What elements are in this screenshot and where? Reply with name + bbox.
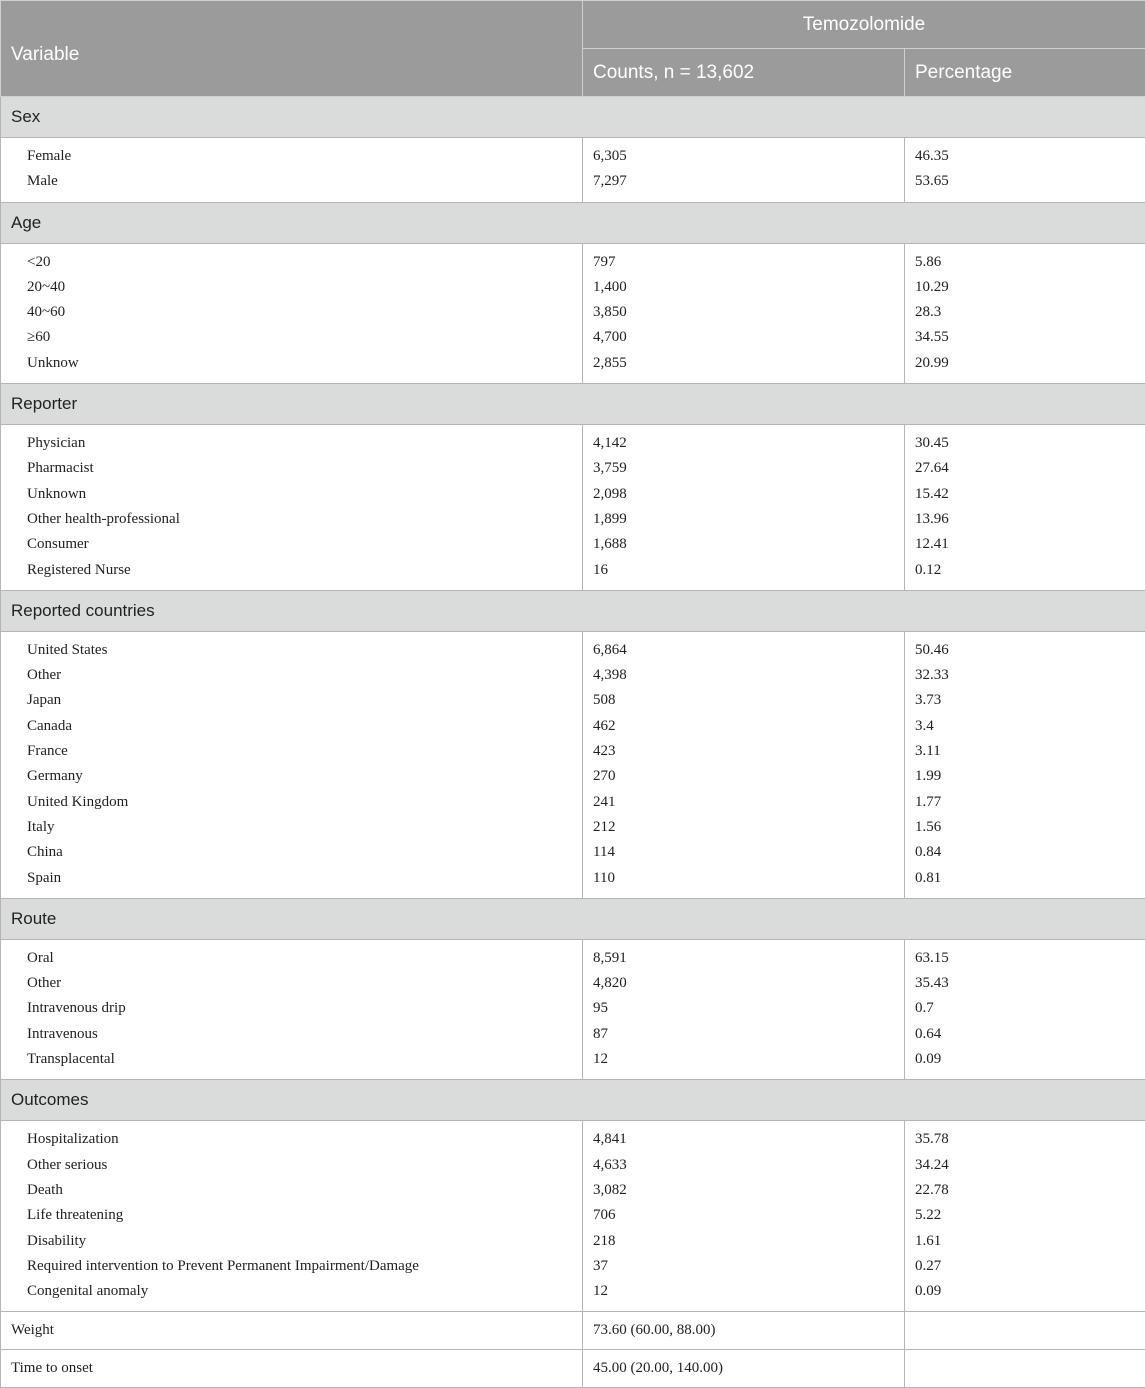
row-count: 95	[583, 996, 904, 1021]
row-count-column	[583, 1121, 905, 1312]
row-count: 2,098	[583, 482, 904, 507]
row-label: Disability	[1, 1229, 582, 1254]
row-percentage: 1.77	[905, 790, 1145, 815]
row-percentage: 32.33	[905, 663, 1145, 688]
row-label: <20	[1, 250, 582, 275]
row-percentage-column	[905, 138, 1145, 203]
row-label: ≥60	[1, 325, 582, 350]
row-count: 8,591	[583, 946, 904, 971]
row-label: Germany	[1, 764, 582, 789]
row-percentage-column	[905, 939, 1145, 1079]
section-rows	[1, 1121, 1145, 1312]
section-header	[1, 898, 1145, 939]
row-percentage: 5.22	[905, 1203, 1145, 1228]
row-label: 40~60	[1, 300, 582, 325]
section-rows	[1, 939, 1145, 1079]
row-count: 110	[583, 866, 904, 891]
row-percentage: 53.65	[905, 169, 1145, 194]
section-title: Reported countries	[1, 590, 1145, 631]
row-percentage-column	[905, 1121, 1145, 1312]
summary-percentage	[905, 1312, 1145, 1350]
row-label: Japan	[1, 688, 582, 713]
section-title: Sex	[1, 97, 1145, 138]
row-label-column	[1, 243, 583, 383]
section-rows	[1, 631, 1145, 898]
row-percentage: 0.7	[905, 996, 1145, 1021]
row-count: 114	[583, 840, 904, 865]
row-label: Oral	[1, 946, 582, 971]
row-label: Italy	[1, 815, 582, 840]
row-percentage-column	[905, 243, 1145, 383]
row-percentage: 63.15	[905, 946, 1145, 971]
row-label: Intravenous	[1, 1022, 582, 1047]
row-count: 87	[583, 1022, 904, 1047]
row-count: 212	[583, 815, 904, 840]
row-count: 37	[583, 1254, 904, 1279]
row-count: 4,820	[583, 971, 904, 996]
row-label: Other	[1, 663, 582, 688]
row-label: China	[1, 840, 582, 865]
row-label: Intravenous drip	[1, 996, 582, 1021]
row-count: 4,633	[583, 1153, 904, 1178]
row-percentage: 0.12	[905, 558, 1145, 583]
row-percentage: 13.96	[905, 507, 1145, 532]
section-header	[1, 202, 1145, 243]
row-label: Other serious	[1, 1153, 582, 1178]
row-count: 1,688	[583, 532, 904, 557]
table-body	[1, 97, 1145, 1388]
row-count: 7,297	[583, 169, 904, 194]
row-label: Unknown	[1, 482, 582, 507]
row-label-column	[1, 425, 583, 591]
row-count-column	[583, 138, 905, 203]
row-percentage: 0.09	[905, 1279, 1145, 1304]
row-percentage: 12.41	[905, 532, 1145, 557]
row-count: 462	[583, 714, 904, 739]
row-label: Required intervention to Prevent Permanent Impairment/Damage	[1, 1254, 582, 1279]
row-label: Congenital anomaly	[1, 1279, 582, 1304]
row-count-column	[583, 939, 905, 1079]
row-count: 4,841	[583, 1127, 904, 1152]
row-label: Other health-professional	[1, 507, 582, 532]
row-count-column	[583, 425, 905, 591]
header-counts: Counts, n = 13,602	[583, 49, 905, 97]
row-percentage: 20.99	[905, 351, 1145, 376]
row-label: Hospitalization	[1, 1127, 582, 1152]
row-percentage: 0.09	[905, 1047, 1145, 1072]
row-percentage: 28.3	[905, 300, 1145, 325]
row-label-column	[1, 939, 583, 1079]
row-count: 16	[583, 558, 904, 583]
row-label: Life threatening	[1, 1203, 582, 1228]
row-percentage: 5.86	[905, 250, 1145, 275]
section-header	[1, 384, 1145, 425]
row-percentage: 27.64	[905, 456, 1145, 481]
row-count: 270	[583, 764, 904, 789]
row-label: Registered Nurse	[1, 558, 582, 583]
section-rows	[1, 243, 1145, 383]
header-drug: Temozolomide	[583, 1, 1145, 49]
section-rows	[1, 138, 1145, 203]
summary-row	[1, 1350, 1145, 1388]
row-count-column	[583, 631, 905, 898]
row-percentage: 34.55	[905, 325, 1145, 350]
summary-value: 73.60 (60.00, 88.00)	[583, 1312, 905, 1350]
row-label: Female	[1, 144, 582, 169]
section-title: Reporter	[1, 384, 1145, 425]
row-label: 20~40	[1, 275, 582, 300]
row-count: 423	[583, 739, 904, 764]
section-header	[1, 590, 1145, 631]
row-count: 3,759	[583, 456, 904, 481]
section-rows	[1, 425, 1145, 591]
row-percentage: 10.29	[905, 275, 1145, 300]
summary-value: 45.00 (20.00, 140.00)	[583, 1350, 905, 1388]
row-count: 241	[583, 790, 904, 815]
row-count: 706	[583, 1203, 904, 1228]
summary-percentage	[905, 1350, 1145, 1388]
row-label: United States	[1, 638, 582, 663]
row-percentage: 3.11	[905, 739, 1145, 764]
row-count: 12	[583, 1279, 904, 1304]
row-count: 2,855	[583, 351, 904, 376]
table-header	[1, 1, 1145, 97]
row-label: Other	[1, 971, 582, 996]
row-count: 1,899	[583, 507, 904, 532]
section-header	[1, 1080, 1145, 1121]
row-percentage: 34.24	[905, 1153, 1145, 1178]
row-count: 12	[583, 1047, 904, 1072]
row-count: 4,142	[583, 431, 904, 456]
row-count: 508	[583, 688, 904, 713]
row-percentage-column	[905, 425, 1145, 591]
row-percentage: 22.78	[905, 1178, 1145, 1203]
row-label-column	[1, 138, 583, 203]
row-count: 4,700	[583, 325, 904, 350]
row-percentage: 0.84	[905, 840, 1145, 865]
row-count: 4,398	[583, 663, 904, 688]
row-count: 6,864	[583, 638, 904, 663]
row-percentage-column	[905, 631, 1145, 898]
row-percentage: 1.56	[905, 815, 1145, 840]
row-count: 3,082	[583, 1178, 904, 1203]
row-label: Male	[1, 169, 582, 194]
row-percentage: 0.64	[905, 1022, 1145, 1047]
row-label: Canada	[1, 714, 582, 739]
row-percentage: 15.42	[905, 482, 1145, 507]
row-percentage: 3.4	[905, 714, 1145, 739]
header-variable: Variable	[1, 1, 583, 97]
row-label: Unknow	[1, 351, 582, 376]
row-percentage: 46.35	[905, 144, 1145, 169]
summary-row	[1, 1312, 1145, 1350]
row-label: Transplacental	[1, 1047, 582, 1072]
summary-label: Weight	[1, 1312, 583, 1350]
row-label: Spain	[1, 866, 582, 891]
row-count: 1,400	[583, 275, 904, 300]
row-label-column	[1, 1121, 583, 1312]
row-label: United Kingdom	[1, 790, 582, 815]
row-label: Pharmacist	[1, 456, 582, 481]
row-count: 797	[583, 250, 904, 275]
row-label: Consumer	[1, 532, 582, 557]
row-count: 218	[583, 1229, 904, 1254]
row-percentage: 35.43	[905, 971, 1145, 996]
row-percentage: 1.61	[905, 1229, 1145, 1254]
row-label: France	[1, 739, 582, 764]
section-title: Age	[1, 202, 1145, 243]
row-percentage: 35.78	[905, 1127, 1145, 1152]
row-percentage: 3.73	[905, 688, 1145, 713]
row-percentage: 0.81	[905, 866, 1145, 891]
row-percentage: 0.27	[905, 1254, 1145, 1279]
row-label: Physician	[1, 431, 582, 456]
header-percentage: Percentage	[905, 49, 1145, 97]
row-percentage: 50.46	[905, 638, 1145, 663]
row-percentage: 1.99	[905, 764, 1145, 789]
row-count: 6,305	[583, 144, 904, 169]
section-title: Outcomes	[1, 1080, 1145, 1121]
row-count: 3,850	[583, 300, 904, 325]
row-percentage: 30.45	[905, 431, 1145, 456]
row-label: Death	[1, 1178, 582, 1203]
section-header	[1, 97, 1145, 138]
section-title: Route	[1, 898, 1145, 939]
row-count-column	[583, 243, 905, 383]
summary-label: Time to onset	[1, 1350, 583, 1388]
row-label-column	[1, 631, 583, 898]
